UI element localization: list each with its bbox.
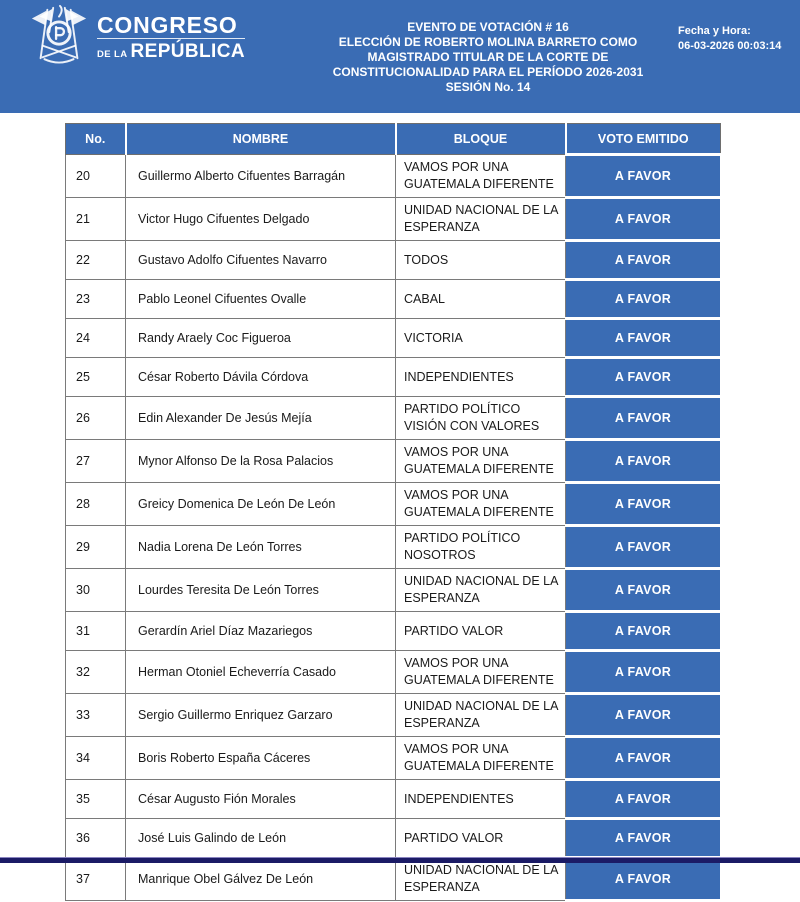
table-row (66, 358, 721, 397)
vote-cast-cell: A FAVOR (566, 440, 721, 483)
congress-logo (28, 3, 245, 65)
table-row (66, 780, 721, 819)
votes-table (65, 123, 721, 902)
party-bloc-cell: VAMOS POR UNA GUATEMALA DIFERENTE (396, 651, 566, 694)
row-number-cell: 31 (66, 612, 126, 651)
table-row (66, 155, 721, 198)
row-number-cell: 32 (66, 651, 126, 694)
row-number-cell: 20 (66, 155, 126, 198)
vote-cast-cell: A FAVOR (566, 483, 721, 526)
logo-divider-line (97, 38, 245, 39)
table-row (66, 858, 721, 901)
vote-cast-cell: A FAVOR (566, 280, 721, 319)
deputy-name-cell: Edin Alexander De Jesús Mejía (126, 397, 396, 440)
table-row (66, 280, 721, 319)
vote-cast-cell: A FAVOR (566, 612, 721, 651)
party-bloc-cell: PARTIDO POLÍTICO VISIÓN CON VALORES (396, 397, 566, 440)
vote-cast-cell: A FAVOR (566, 569, 721, 612)
vote-cast-cell: A FAVOR (566, 198, 721, 241)
party-bloc-cell: INDEPENDIENTES (396, 358, 566, 397)
party-bloc-cell: INDEPENDIENTES (396, 780, 566, 819)
deputy-name-cell: Victor Hugo Cifuentes Delgado (126, 198, 396, 241)
table-row (66, 612, 721, 651)
row-number-cell: 23 (66, 280, 126, 319)
col-header-no: No. (66, 124, 126, 155)
logo-de-la-text: DE LA (97, 49, 128, 60)
title-line-1: EVENTO DE VOTACIÓN # 16 (407, 20, 569, 34)
row-number-cell: 24 (66, 319, 126, 358)
vote-cast-cell: A FAVOR (566, 358, 721, 397)
header-banner (0, 0, 800, 113)
title-line-2: ELECCIÓN DE ROBERTO MOLINA BARRETO COMO (338, 35, 638, 49)
row-number-cell: 36 (66, 819, 126, 858)
vote-cast-cell: A FAVOR (566, 526, 721, 569)
deputy-name-cell: Randy Araely Coc Figueroa (126, 319, 396, 358)
deputy-name-cell: Manrique Obel Gálvez De León (126, 858, 396, 901)
table-row (66, 241, 721, 280)
vote-cast-cell: A FAVOR (566, 241, 721, 280)
deputy-name-cell: Mynor Alfonso De la Rosa Palacios (126, 440, 396, 483)
title-line-5: SESIÓN No. 14 (445, 80, 531, 94)
party-bloc-cell: CABAL (396, 280, 566, 319)
deputy-name-cell: Lourdes Teresita De León Torres (126, 569, 396, 612)
deputy-name-cell: Herman Otoniel Echeverría Casado (126, 651, 396, 694)
logo-republica-text: REPÚBLICA (130, 41, 245, 62)
row-number-cell: 34 (66, 737, 126, 780)
table-row (66, 440, 721, 483)
table-row (66, 483, 721, 526)
row-number-cell: 37 (66, 858, 126, 901)
table-row (66, 819, 721, 858)
deputy-name-cell: Gustavo Adolfo Cifuentes Navarro (126, 241, 396, 280)
vote-cast-cell: A FAVOR (566, 694, 721, 737)
party-bloc-cell: VICTORIA (396, 319, 566, 358)
deputy-name-cell: César Augusto Fión Morales (126, 780, 396, 819)
vote-cast-cell: A FAVOR (566, 397, 721, 440)
title-line-3: MAGISTRADO TITULAR DE LA CORTE DE (367, 50, 609, 64)
row-number-cell: 33 (66, 694, 126, 737)
party-bloc-cell: TODOS (396, 241, 566, 280)
vote-cast-cell: A FAVOR (566, 319, 721, 358)
deputy-name-cell: César Roberto Dávila Córdova (126, 358, 396, 397)
party-bloc-cell: VAMOS POR UNA GUATEMALA DIFERENTE (396, 483, 566, 526)
vote-cast-cell: A FAVOR (566, 819, 721, 858)
logo-congreso-text: CONGRESO (97, 12, 238, 38)
row-number-cell: 29 (66, 526, 126, 569)
party-bloc-cell: UNIDAD NACIONAL DE LA ESPERANZA (396, 569, 566, 612)
datetime-value: 06-03-2026 00:03:14 (678, 40, 782, 52)
row-number-cell: 22 (66, 241, 126, 280)
col-header-bloque: BLOQUE (396, 124, 566, 155)
row-number-cell: 28 (66, 483, 126, 526)
party-bloc-cell: UNIDAD NACIONAL DE LA ESPERANZA (396, 694, 566, 737)
party-bloc-cell: VAMOS POR UNA GUATEMALA DIFERENTE (396, 155, 566, 198)
col-header-voto-emitido: VOTO EMITIDO (566, 124, 721, 155)
row-number-cell: 25 (66, 358, 126, 397)
deputy-name-cell: Gerardín Ariel Díaz Mazariegos (126, 612, 396, 651)
datetime-label: Fecha y Hora: (678, 25, 751, 37)
row-number-cell: 27 (66, 440, 126, 483)
congress-wordmark (97, 13, 245, 63)
party-bloc-cell: VAMOS POR UNA GUATEMALA DIFERENTE (396, 737, 566, 780)
deputy-name-cell: Boris Roberto España Cáceres (126, 737, 396, 780)
table-row (66, 526, 721, 569)
logo-republica-line (97, 41, 245, 63)
deputy-name-cell: Pablo Leonel Cifuentes Ovalle (126, 280, 396, 319)
table-row (66, 198, 721, 241)
title-line-4: CONSTITUCIONALIDAD PARA EL PERÍODO 2026-2031 (332, 65, 644, 79)
deputy-name-cell: Nadia Lorena De León Torres (126, 526, 396, 569)
deputy-name-cell: Guillermo Alberto Cifuentes Barragán (126, 155, 396, 198)
party-bloc-cell: UNIDAD NACIONAL DE LA ESPERANZA (396, 858, 566, 901)
table-row (66, 651, 721, 694)
datetime-block (678, 24, 781, 54)
row-number-cell: 30 (66, 569, 126, 612)
party-bloc-cell: PARTIDO VALOR (396, 819, 566, 858)
party-bloc-cell: UNIDAD NACIONAL DE LA ESPERANZA (396, 198, 566, 241)
vote-cast-cell: A FAVOR (566, 651, 721, 694)
row-number-cell: 26 (66, 397, 126, 440)
vote-cast-cell: A FAVOR (566, 780, 721, 819)
table-row (66, 694, 721, 737)
party-bloc-cell: PARTIDO POLÍTICO NOSOTROS (396, 526, 566, 569)
footer-bar (0, 857, 800, 863)
table-row (66, 569, 721, 612)
vote-cast-cell: A FAVOR (566, 155, 721, 198)
vote-event-title (290, 20, 686, 95)
party-bloc-cell: PARTIDO VALOR (396, 612, 566, 651)
table-row (66, 737, 721, 780)
row-number-cell: 21 (66, 198, 126, 241)
table-header-row (66, 124, 721, 155)
table-row (66, 397, 721, 440)
col-header-nombre: NOMBRE (126, 124, 396, 155)
deputy-name-cell: Sergio Guillermo Enriquez Garzaro (126, 694, 396, 737)
congress-emblem-icon (28, 3, 90, 65)
deputy-name-cell: José Luis Galindo de León (126, 819, 396, 858)
table-row (66, 319, 721, 358)
vote-cast-cell: A FAVOR (566, 737, 721, 780)
row-number-cell: 35 (66, 780, 126, 819)
party-bloc-cell: VAMOS POR UNA GUATEMALA DIFERENTE (396, 440, 566, 483)
deputy-name-cell: Greicy Domenica De León De León (126, 483, 396, 526)
vote-cast-cell: A FAVOR (566, 858, 721, 901)
